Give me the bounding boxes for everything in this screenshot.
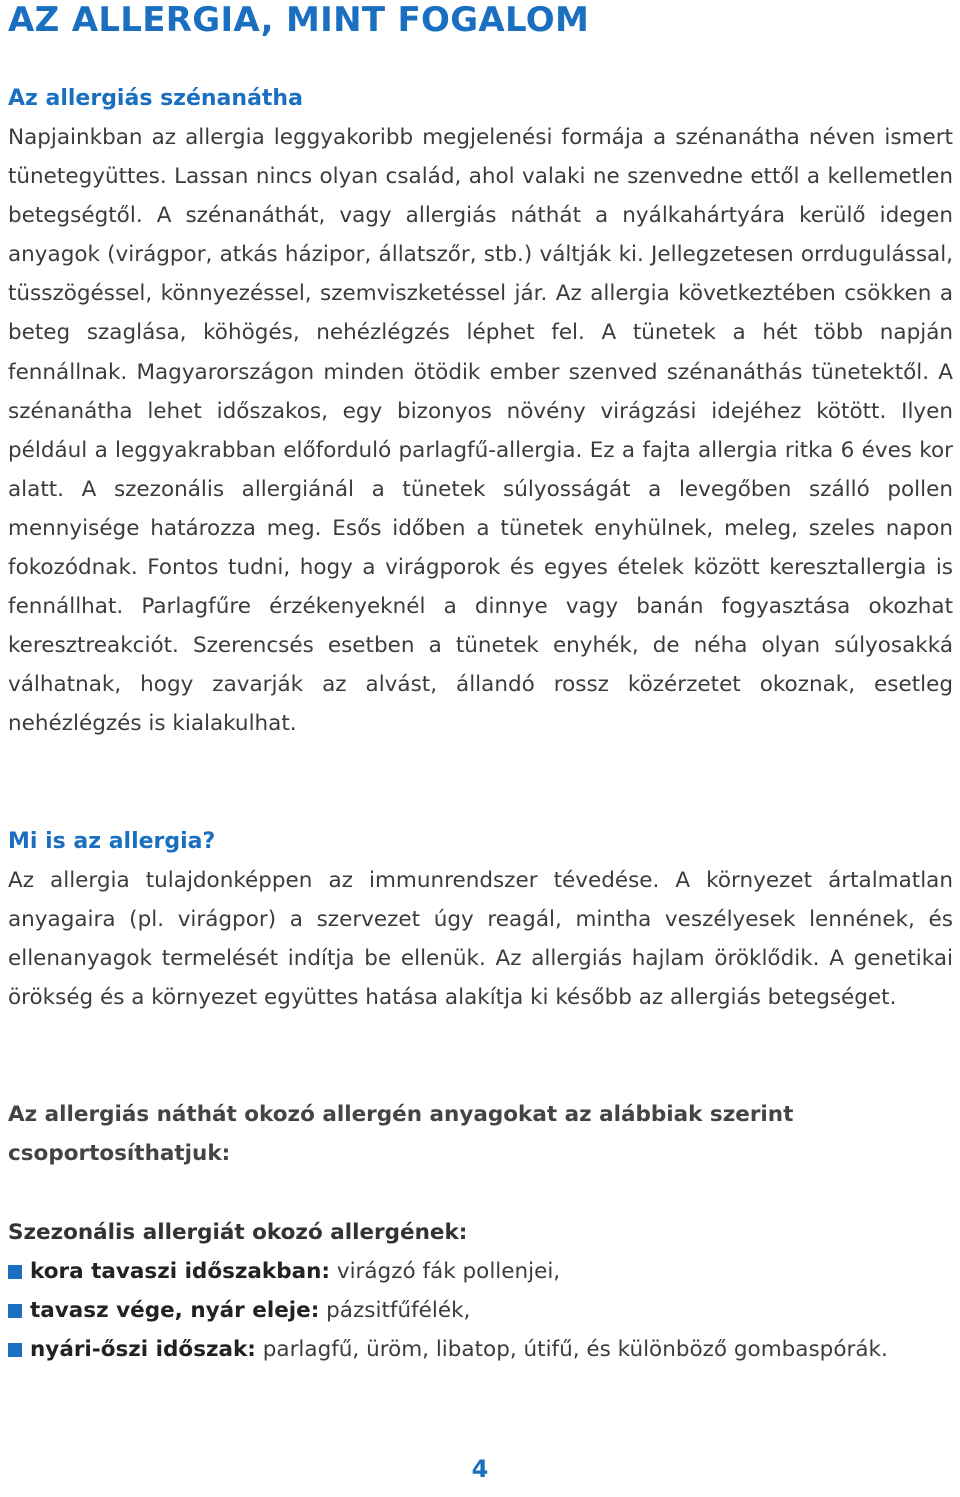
list-item-desc: parlagfű, üröm, libatop, útifű, és különböző gombaspórák.	[255, 1337, 888, 1362]
list-item-term: kora tavaszi időszakban:	[30, 1259, 331, 1284]
section-body: Az allergia tulajdonképpen az immunrendszer tévedése. A környezet ártalmatlan anyagaira (pl. virágpor) a szervezet úgy reagál, mintha veszélyesek lennének, és ellenanyagok termelését indítja be ellenük. Az allergiás hajlam öröklődik. A genetikai örökség és a környezet együttes hatása alakítja ki később az allergiás betegséget.	[8, 868, 953, 1011]
section-body: Napjainkban az allergia leggyakoribb megjelenési formája a szénanátha néven ismert tünetegyüttes. Lassan nincs olyan család, ahol valaki ne szenvedne ettől a kellemetlen betegségtől. A szénanáthát, vagy allergiás náthát a nyálkahártyára kerülő idegen anyagok (virágpor, atkás házipor, állatszőr, stb.) váltják ki. Jellegzetesen orrdugulással, tüsszögéssel, könnyezéssel, szemviszketéssel jár. Az allergia következtében csökken a beteg szaglása, köhögés, nehézlégzés léphet fel. A tünetek a hét több napján fennállnak. Magyarországon minden ötödik ember szenved szénanáthás tünetektől. A szénanátha lehet időszakos, egy bizonyos növény virágzási idejéhez kötött. Ilyen például a leggyakrabban előforduló parlagfű-allergia. Ez a fajta allergia ritka 6 éves kor alatt. A szezonális allergiánál a tünetek súlyosságát a levegőben szálló pollen mennyisége határozza meg. Esős időben a tünetek enyhülnek, meleg, szeles napon fokozódnak. Fontos tudni, hogy a virágporok és egyes ételek között keresztallergia is fennállhat. Parlagfűre érzékenyeknél a dinnye vagy banán fogyasztása okozhat keresztreakciót. Szerencsés esetben a tünetek enyhék, de néha olyan súlyosakká válhatnak, hogy zavarják az alvást, állandó rossz közérzetet okoznak, esetleg nehézlégzés is kialakulhat.	[8, 125, 953, 737]
square-bullet-icon	[8, 1343, 22, 1357]
page-number: 4	[471, 1455, 489, 1483]
page-title: AZ ALLERGIA, MINT FOGALOM	[8, 0, 590, 40]
list-item	[8, 1291, 953, 1330]
seasonal-list	[8, 1252, 953, 1369]
list-item-term: tavasz vége, nyár eleje:	[30, 1298, 320, 1323]
list-item	[8, 1330, 953, 1369]
seasonal-heading: Szezonális allergiát okozó allergének:	[8, 1220, 468, 1245]
square-bullet-icon	[8, 1304, 22, 1318]
list-item-desc: virágzó fák pollenjei,	[330, 1259, 561, 1284]
allergen-group-heading	[8, 1095, 953, 1173]
list-item-desc: pázsitfűfélék,	[319, 1298, 471, 1323]
section-heading: Az allergiás szénanátha	[8, 86, 303, 111]
list-item-term: nyári-őszi időszak:	[30, 1337, 256, 1362]
section-heading: Mi is az allergia?	[8, 829, 216, 854]
section-hay-fever	[8, 79, 953, 744]
seasonal-allergens	[8, 1213, 953, 1369]
section-what-is-allergy	[8, 822, 953, 1017]
square-bullet-icon	[8, 1265, 22, 1279]
list-item	[8, 1252, 953, 1291]
group-heading-text: Az allergiás náthát okozó allergén anyagokat az alábbiak szerint csoportosíthatjuk:	[8, 1102, 794, 1166]
